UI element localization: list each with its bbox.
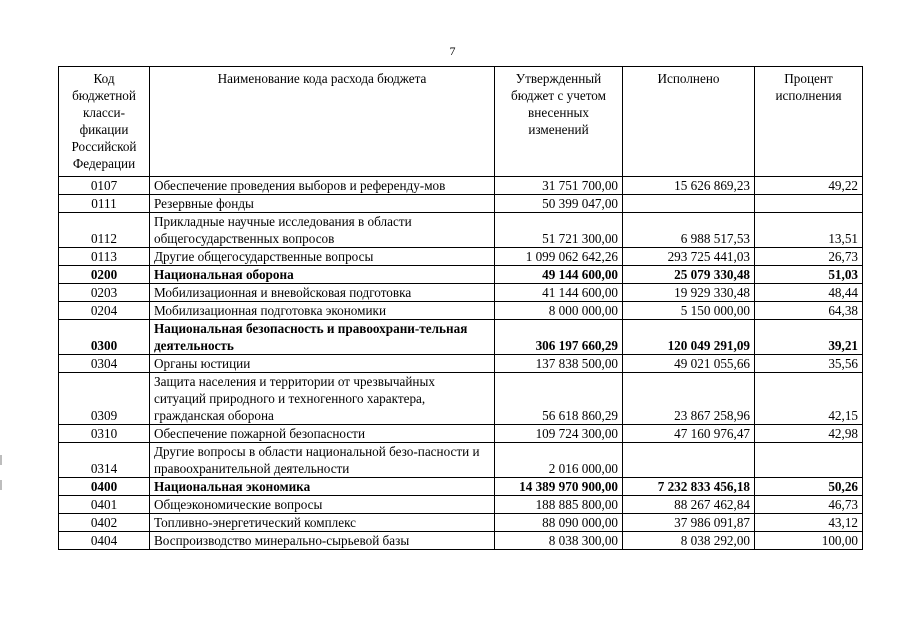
cell-executed: 7 232 833 456,18 [623,478,755,496]
cell-name: Обеспечение проведения выборов и референду-мов [150,177,495,195]
cell-approved: 56 618 860,29 [495,373,623,425]
scan-mark [0,480,2,490]
cell-approved: 49 144 600,00 [495,266,623,284]
table-body [59,177,863,550]
cell-name: Другие вопросы в области национальной безо-пасности и правоохранительной деятельности [150,443,495,478]
cell-percent: 43,12 [755,514,863,532]
cell-name: Прикладные научные исследования в области общегосударственных вопросов [150,213,495,248]
cell-executed: 25 079 330,48 [623,266,755,284]
cell-approved: 50 399 047,00 [495,195,623,213]
cell-percent: 64,38 [755,302,863,320]
cell-code: 0402 [59,514,150,532]
cell-code: 0107 [59,177,150,195]
cell-name: Национальная оборона [150,266,495,284]
cell-percent: 42,98 [755,425,863,443]
table-row [59,443,863,478]
cell-code: 0300 [59,320,150,355]
table-row [59,266,863,284]
cell-code: 0310 [59,425,150,443]
cell-name: Защита населения и территории от чрезвычайных ситуаций природного и техногенного характера, гражданская оборона [150,373,495,425]
table-row [59,496,863,514]
cell-approved: 1 099 062 642,26 [495,248,623,266]
cell-percent: 49,22 [755,177,863,195]
cell-name: Общеэкономические вопросы [150,496,495,514]
header-code: Код бюджетной класси-фикации Российской Федерации [59,67,150,177]
cell-name: Мобилизационная и вневойсковая подготовка [150,284,495,302]
header-approved: Утвержденный бюджет с учетом внесенных изменений [495,67,623,177]
cell-code: 0309 [59,373,150,425]
table-row [59,532,863,550]
header-name: Наименование кода расхода бюджета [150,67,495,177]
cell-approved: 8 038 300,00 [495,532,623,550]
cell-percent: 35,56 [755,355,863,373]
budget-table [58,66,863,550]
table-row [59,425,863,443]
table-row [59,355,863,373]
cell-name: Топливно-энергетический комплекс [150,514,495,532]
scan-mark [0,455,2,465]
cell-executed: 47 160 976,47 [623,425,755,443]
cell-code: 0112 [59,213,150,248]
table-row [59,514,863,532]
cell-percent: 26,73 [755,248,863,266]
cell-executed [623,443,755,478]
cell-executed: 6 988 517,53 [623,213,755,248]
cell-approved: 109 724 300,00 [495,425,623,443]
table-row [59,373,863,425]
cell-code: 0204 [59,302,150,320]
cell-executed: 23 867 258,96 [623,373,755,425]
page-number: 7 [449,44,456,58]
cell-code: 0314 [59,443,150,478]
cell-approved: 8 000 000,00 [495,302,623,320]
cell-name: Национальная экономика [150,478,495,496]
cell-approved: 14 389 970 900,00 [495,478,623,496]
cell-executed: 49 021 055,66 [623,355,755,373]
cell-percent [755,443,863,478]
cell-approved: 306 197 660,29 [495,320,623,355]
cell-executed: 88 267 462,84 [623,496,755,514]
table-row [59,213,863,248]
cell-approved: 41 144 600,00 [495,284,623,302]
header-percent: Процент исполнения [755,67,863,177]
cell-executed: 120 049 291,09 [623,320,755,355]
cell-executed: 19 929 330,48 [623,284,755,302]
cell-percent: 42,15 [755,373,863,425]
cell-approved: 188 885 800,00 [495,496,623,514]
table-row [59,248,863,266]
cell-code: 0400 [59,478,150,496]
cell-percent: 100,00 [755,532,863,550]
cell-name: Органы юстиции [150,355,495,373]
cell-name: Другие общегосударственные вопросы [150,248,495,266]
cell-code: 0401 [59,496,150,514]
cell-executed: 293 725 441,03 [623,248,755,266]
table-row [59,302,863,320]
header-executed: Исполнено [623,67,755,177]
cell-approved: 88 090 000,00 [495,514,623,532]
table-row [59,284,863,302]
cell-percent: 50,26 [755,478,863,496]
cell-name: Резервные фонды [150,195,495,213]
cell-executed: 15 626 869,23 [623,177,755,195]
cell-executed [623,195,755,213]
cell-approved: 51 721 300,00 [495,213,623,248]
table-row [59,478,863,496]
cell-name: Мобилизационная подготовка экономики [150,302,495,320]
cell-name: Национальная безопасность и правоохрани-тельная деятельность [150,320,495,355]
cell-code: 0304 [59,355,150,373]
cell-code: 0113 [59,248,150,266]
cell-executed: 8 038 292,00 [623,532,755,550]
cell-name: Обеспечение пожарной безопасности [150,425,495,443]
table-row [59,195,863,213]
cell-percent: 48,44 [755,284,863,302]
cell-name: Воспроизводство минерально-сырьевой базы [150,532,495,550]
table-header-row [59,67,863,177]
cell-executed: 37 986 091,87 [623,514,755,532]
cell-approved: 137 838 500,00 [495,355,623,373]
cell-code: 0203 [59,284,150,302]
cell-percent: 13,51 [755,213,863,248]
cell-percent: 46,73 [755,496,863,514]
table-row [59,320,863,355]
table-row [59,177,863,195]
cell-approved: 2 016 000,00 [495,443,623,478]
cell-approved: 31 751 700,00 [495,177,623,195]
cell-percent: 39,21 [755,320,863,355]
cell-code: 0111 [59,195,150,213]
cell-percent [755,195,863,213]
cell-code: 0200 [59,266,150,284]
cell-code: 0404 [59,532,150,550]
cell-executed: 5 150 000,00 [623,302,755,320]
cell-percent: 51,03 [755,266,863,284]
